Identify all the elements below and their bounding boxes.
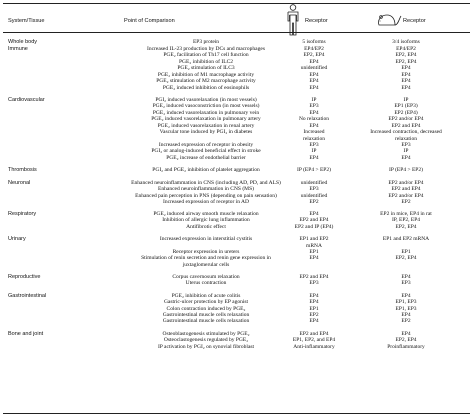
animal-receptor-cell: EP2, EP4	[395, 52, 417, 58]
animal-receptor-cell: 3/4 isoforms	[392, 39, 420, 45]
animal-receptor-cell: EP2	[401, 199, 411, 205]
animal-receptor-cell: EP4	[401, 85, 411, 91]
comparison-cell: PGE₂ induced vasoconstriction (in most vessels)	[152, 103, 260, 109]
top-rule	[3, 3, 470, 4]
animal-receptor-cell: EP4	[401, 293, 411, 299]
animal-receptor-cell: EP4	[401, 274, 411, 280]
human-receptor-cell: EP3	[309, 142, 319, 148]
system-label: Thrombosis	[8, 167, 37, 173]
human-receptor-cell: mRNA	[306, 243, 322, 249]
human-receptor-cell: IP	[311, 97, 317, 103]
animal-receptor-cell: IP, EP2, EP4	[391, 217, 421, 223]
comparison-cell: Osteoblastogenesis stimulated by PGE₂	[162, 331, 250, 337]
human-receptor-cell: EP2 and EP4	[299, 274, 329, 280]
animal-receptor-cell: EP1, EP3	[395, 299, 417, 305]
comparison-cell: PGE₂ facilitation of Th17 cell function	[163, 52, 249, 58]
comparison-cell: Increased expression of receptor in AD	[163, 199, 249, 205]
comparison-cell: Gastrointestinal muscle cells relaxation	[162, 312, 250, 318]
system-label: Respiratory	[8, 211, 37, 217]
comparison-cell: PGE₂ increase of endothelial barrier	[166, 155, 246, 161]
human-receptor-cell: EP2 and IP (EP4)	[294, 224, 334, 230]
comparison-cell: Enhanced pain perception in PNS (depending on pain sensation)	[135, 193, 277, 199]
human-receptor-cell: EP3	[309, 280, 319, 286]
mouse-icon	[375, 10, 403, 28]
human-receptor-cell: IP	[311, 148, 317, 154]
human-receptor-cell: EP4	[309, 123, 319, 129]
animal-receptor-cell: EP1, EP3	[395, 306, 417, 312]
header-system: System/Tissue	[8, 18, 45, 24]
animal-receptor-cell: EP2, EP4	[395, 255, 417, 261]
animal-receptor-cell: EP4	[401, 72, 411, 78]
animal-receptor-cell: EP1 (EP3)	[394, 103, 418, 109]
comparison-cell: IP activation by PGI₂ on synovial fibroblast	[157, 344, 255, 350]
comparison-cell: PGE₂ inhibition of ILC2	[178, 59, 233, 65]
human-receptor-cell: unidentified	[300, 193, 328, 199]
header-rule	[3, 32, 470, 33]
human-receptor-cell: IP (EP4 > EP2)	[297, 167, 331, 173]
system-label: Bone and joint	[8, 331, 44, 337]
comparison-cell: Vascular tone induced by PGI₂ in diabetes	[159, 129, 253, 135]
human-receptor-cell: Increased	[303, 129, 325, 135]
animal-receptor-cell: EP2	[401, 318, 411, 324]
system-label: Urinary	[8, 236, 26, 242]
human-receptor-cell: EP3	[309, 186, 319, 192]
comparison-cell: Corpus cavernosum relaxation	[172, 274, 240, 280]
animal-receptor-cell: EP1	[401, 249, 411, 255]
comparison-cell: Stimulation of renin secretion and renin gene expression in	[141, 255, 271, 261]
comparison-cell: PGE₂ induced airway smooth muscle relaxation	[153, 211, 259, 217]
system-label: Immune	[8, 46, 28, 52]
human-receptor-cell: EP1	[309, 306, 319, 312]
header-human-receptor: Receptor	[305, 18, 328, 24]
animal-receptor-cell: EP2, EP4	[395, 59, 417, 65]
animal-receptor-cell: EP3	[401, 142, 411, 148]
animal-receptor-cell: EP4	[401, 331, 411, 337]
animal-receptor-cell: EP2 and/or EP4	[388, 180, 424, 186]
human-receptor-cell: EP4	[309, 72, 319, 78]
header-point: Point of Comparison	[124, 18, 175, 24]
comparison-cell: EP3 protein	[192, 39, 220, 45]
animal-receptor-cell: EP4	[401, 78, 411, 84]
human-receptor-cell: EP4/EP2	[304, 46, 324, 52]
system-label: Reproductive	[8, 274, 41, 280]
human-receptor-cell: EP4	[309, 78, 319, 84]
human-receptor-cell: EP2	[309, 312, 319, 318]
comparison-cell: PGI₂ induced vasorelaxation (in most vessels)	[155, 97, 257, 103]
animal-receptor-cell: EP2 and EP4	[391, 123, 421, 129]
comparison-cell: PGI₂ and PGE₂ inhibition of platelet aggregation	[152, 167, 260, 173]
human-receptor-cell: Anti-inflammatory	[293, 344, 335, 350]
comparison-cell: Receptor expression in ureters	[172, 249, 240, 255]
animal-receptor-cell: EP2 and/or EP4	[388, 116, 424, 122]
comparison-cell: PGE₂ inhibition of M1 macrophage activity	[157, 72, 255, 78]
comparison-cell: Inhibition of allergic lung inflammation	[162, 217, 250, 223]
animal-receptor-cell: relaxation	[395, 136, 417, 142]
header-animal-receptor: Receptor	[403, 18, 426, 24]
animal-receptor-cell: EP2, EP4	[395, 337, 417, 343]
animal-receptor-cell: EP2 in mice, EP4 in rat	[380, 211, 432, 217]
human-receptor-cell: EP4	[309, 293, 319, 299]
human-receptor-cell: No relaxation	[298, 116, 330, 122]
comparison-cell: PGE₂ induced inhibition of eosinophils	[162, 85, 250, 91]
comparison-cell: Increased IL-23 production by DCs and macrophages	[147, 46, 265, 52]
human-receptor-cell: EP4	[309, 155, 319, 161]
human-receptor-cell: EP4	[309, 110, 319, 116]
animal-receptor-cell: Proinflammatory	[387, 344, 425, 350]
comparison-cell: PGI₂ or analog-induced beneficial effect in stroke	[151, 148, 261, 154]
comparison-cell: PGE₂ induced vasorelaxation in pulmonary vein	[152, 110, 260, 116]
system-label: Cardiovascular	[8, 97, 45, 103]
human-receptor-cell: EP1 and EP2	[299, 236, 329, 242]
human-receptor-cell: EP4	[309, 85, 319, 91]
human-receptor-cell: EP4	[309, 59, 319, 65]
comparison-cell: Colon contraction induced by PGE₂	[166, 306, 246, 312]
comparison-cell: PGE₂ induced vasorelaxation in pulmonary artery	[151, 116, 261, 122]
animal-receptor-cell: Increased contraction, decreased	[370, 129, 442, 135]
system-label: Neuronal	[8, 180, 31, 186]
animal-receptor-cell: EP2 (EP4)	[394, 110, 418, 116]
comparison-cell: PGE₂ inhibition of acute colitis	[171, 293, 241, 299]
human-receptor-cell: EP2 and EP4	[299, 331, 329, 337]
animal-receptor-cell: IP (EP4 > EP2)	[389, 167, 423, 173]
human-receptor-cell: EP2	[309, 199, 319, 205]
comparison-cell: Antifibrotic effect	[186, 224, 226, 230]
animal-receptor-cell: EP1 and EP2 mRNA	[382, 236, 430, 242]
animal-receptor-cell: EP4	[401, 65, 411, 71]
human-receptor-cell: EP4	[309, 299, 319, 305]
human-receptor-cell: EP4	[309, 318, 319, 324]
animal-receptor-cell: IP	[403, 148, 409, 154]
human-receptor-cell: EP2 and EP4	[299, 217, 329, 223]
comparison-cell: Gastrointestinal muscle cells relaxation	[162, 318, 250, 324]
animal-receptor-cell: EP4	[401, 312, 411, 318]
comparison-cell: PGE₂ stimulation of M2 macrophage activity	[156, 78, 256, 84]
animal-receptor-cell: EP3	[401, 280, 411, 286]
system-label: Whole body	[8, 39, 38, 45]
animal-receptor-cell: EP4/EP2	[396, 46, 416, 52]
comparison-cell: Enhanced neuroinflammation in CNS (MS)	[158, 186, 254, 192]
animal-receptor-cell: IP	[403, 97, 409, 103]
comparison-cell: Uterus contraction	[185, 280, 227, 286]
human-receptor-cell: EP3	[309, 103, 319, 109]
comparison-cell: Gastric-ulcer protection by EP agonist	[163, 299, 249, 305]
animal-receptor-cell: EP2 and EP4	[391, 186, 421, 192]
animal-receptor-cell: EP2, EP4	[395, 224, 417, 230]
human-receptor-cell: EP2, EP4	[303, 52, 325, 58]
human-receptor-cell: 5 isoforms	[302, 39, 326, 45]
human-receptor-cell: EP1, EP2, and EP4	[292, 337, 336, 343]
comparison-cell: juxtaglomerular cells	[182, 262, 230, 268]
bottom-rule	[3, 413, 470, 414]
comparison-cell: Enhanced neuroinflammation in CNS (including AD, PD, and ALS)	[131, 180, 281, 186]
animal-receptor-cell: EP4	[401, 155, 411, 161]
comparison-cell: PGE₂ induced vasorelaxation in renal artery	[157, 123, 255, 129]
human-receptor-cell: unidentified	[300, 65, 328, 71]
comparison-cell: Osteoclastogenesis regulated by PGE₂	[163, 337, 249, 343]
human-receptor-cell: relaxation	[303, 136, 325, 142]
animal-receptor-cell: EP2 and/or EP4	[388, 193, 424, 199]
human-receptor-cell: EP1	[309, 249, 319, 255]
human-receptor-cell: EP4	[309, 211, 319, 217]
comparison-cell: Increased expression of receptor in obesity	[158, 142, 254, 148]
comparison-cell: Increased expression in interstitial cystitis	[159, 236, 253, 242]
human-receptor-cell: unidentified	[300, 180, 328, 186]
human-receptor-cell: EP4	[309, 255, 319, 261]
system-label: Gastrointestinal	[8, 293, 47, 299]
comparison-cell: PGE₂ stimulation of ILC3	[177, 65, 235, 71]
